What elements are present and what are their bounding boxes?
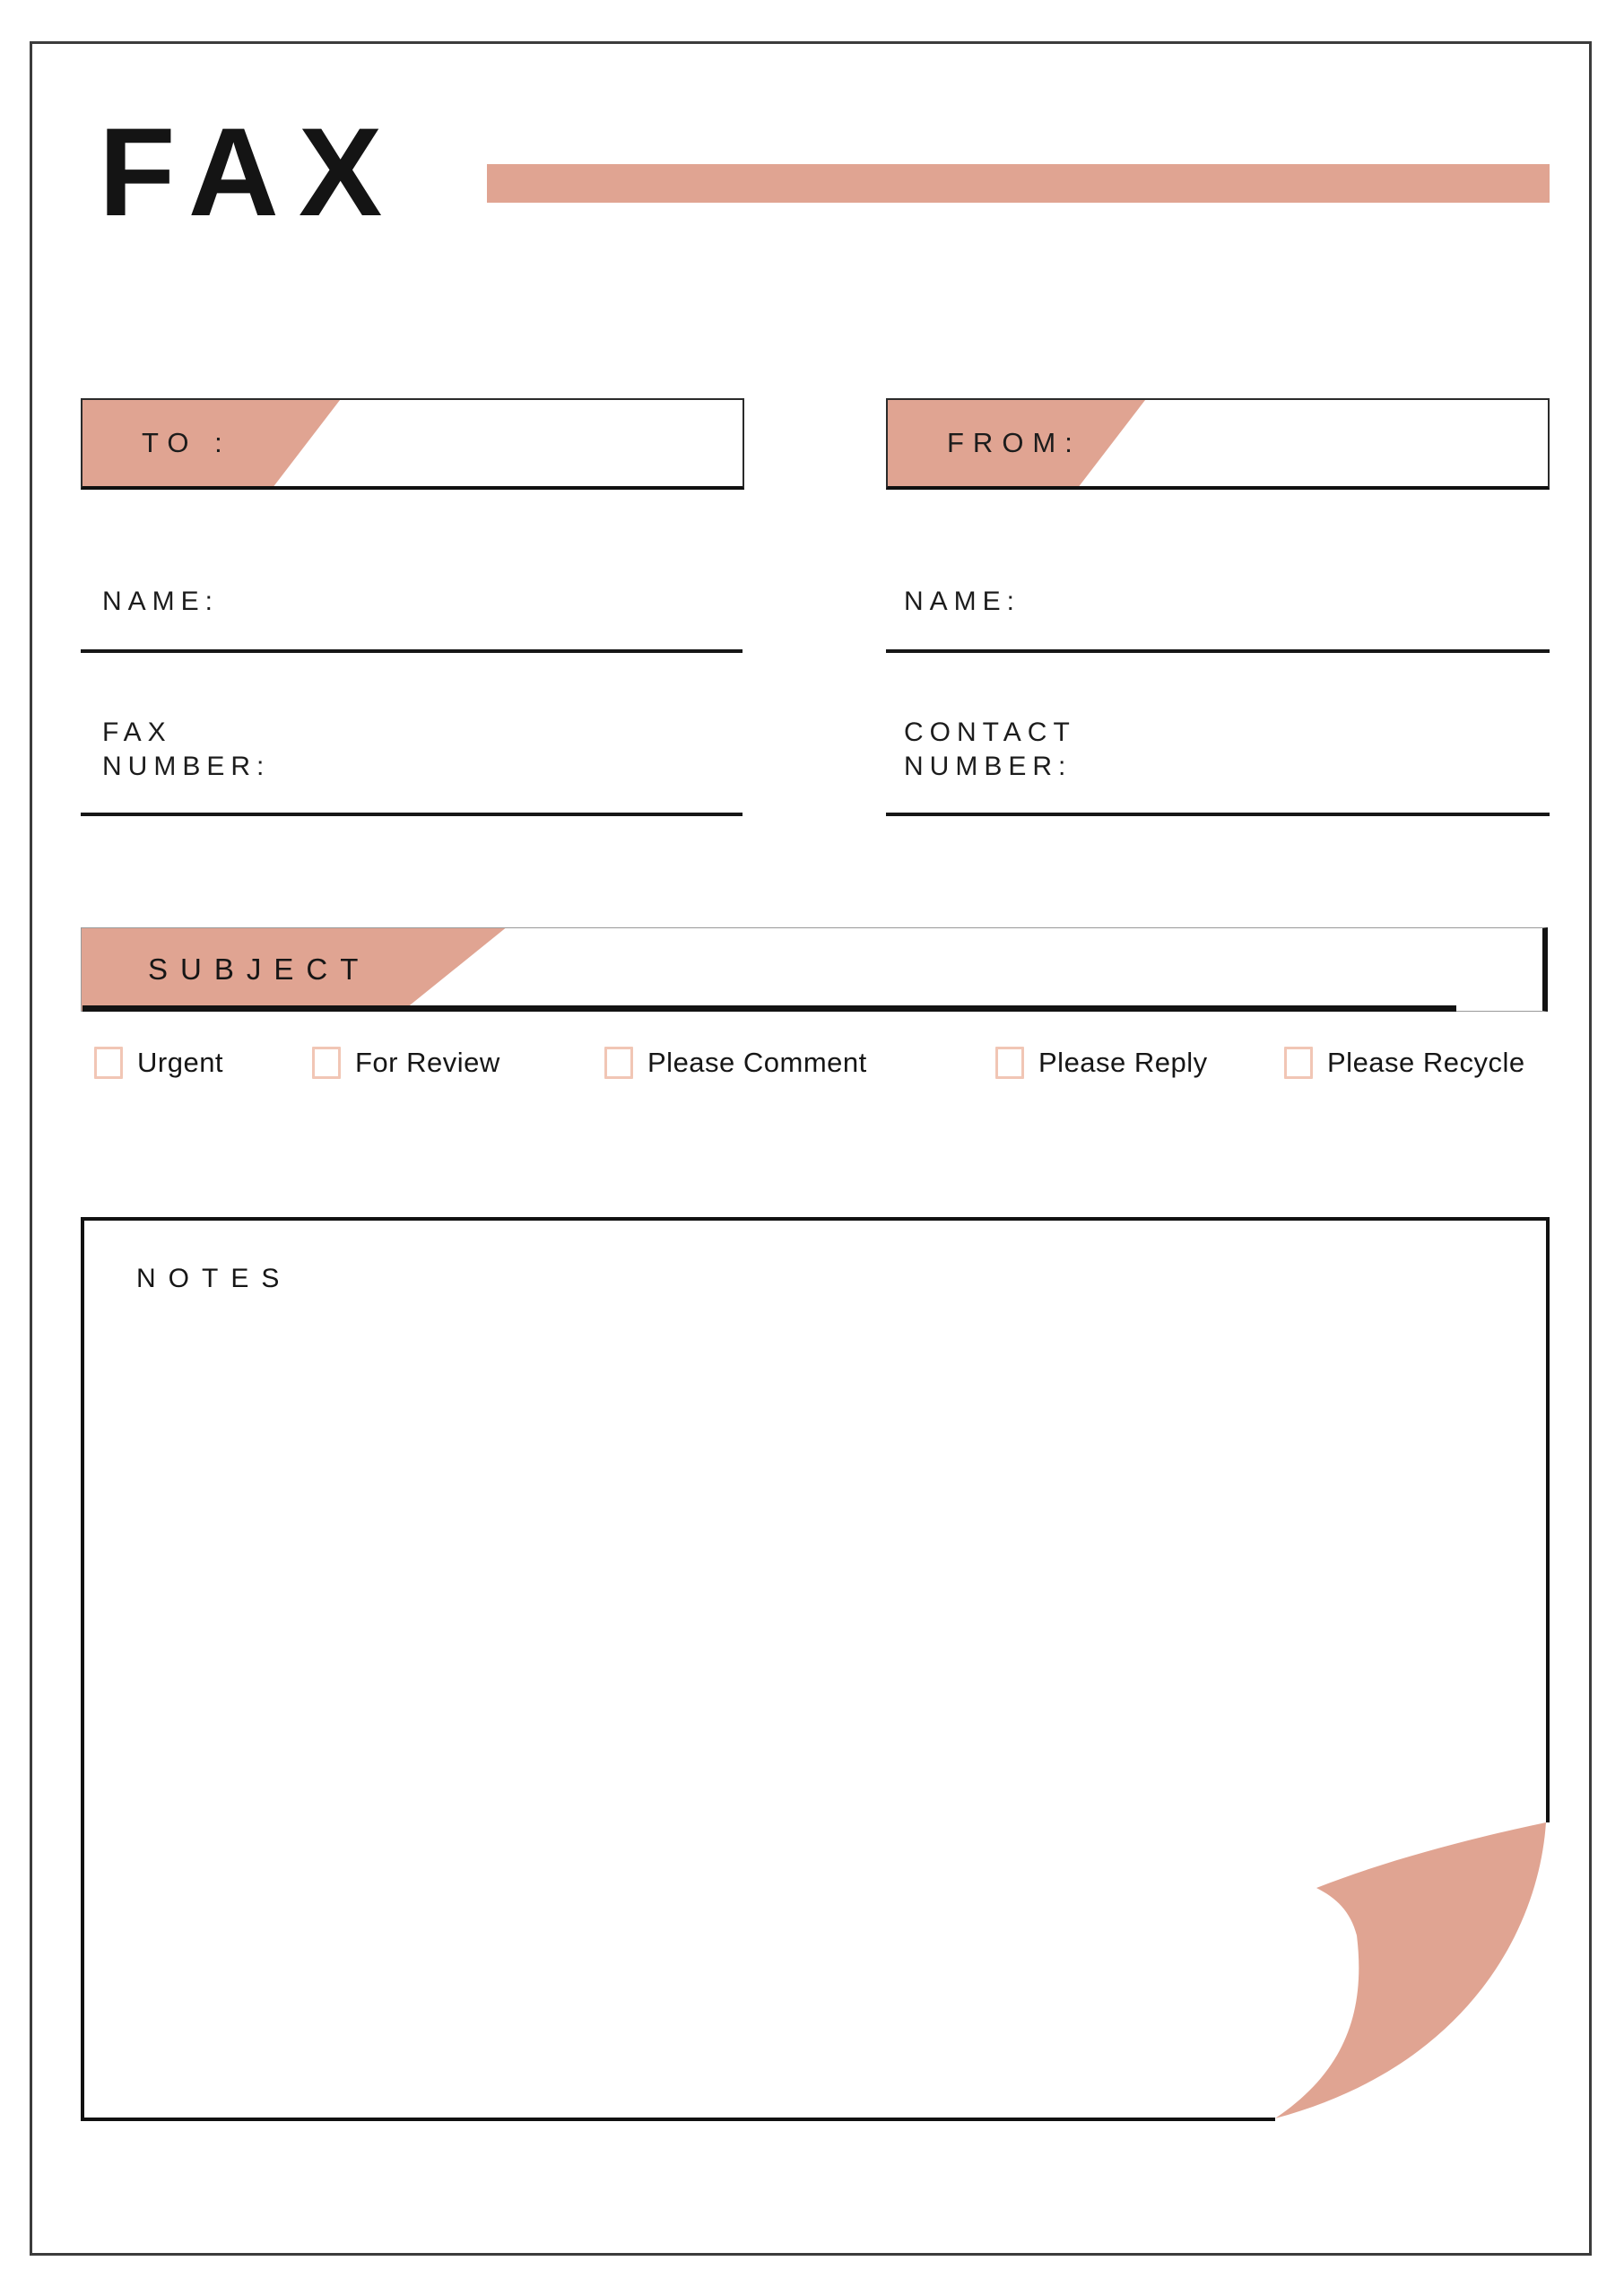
notes-border-top xyxy=(81,1217,1550,1221)
please-comment-label: Please Comment xyxy=(647,1047,867,1078)
from-input-box[interactable] xyxy=(886,398,1550,490)
fax-number-label-line1: FAX xyxy=(102,718,172,747)
page-title: FAX xyxy=(99,101,403,242)
fax-number-field-line[interactable] xyxy=(81,813,743,816)
please-recycle-label: Please Recycle xyxy=(1327,1047,1525,1078)
for-review-label: For Review xyxy=(355,1047,500,1078)
from-label: FROM: xyxy=(947,427,1081,458)
notes-label: NOTES xyxy=(136,1264,292,1293)
checkbox-item-please-comment xyxy=(604,1043,867,1083)
title-accent-bar xyxy=(487,164,1550,203)
checkbox-row xyxy=(0,1043,1624,1083)
from-name-field-line[interactable] xyxy=(886,649,1550,653)
please-reply-checkbox[interactable] xyxy=(995,1047,1024,1079)
contact-number-label xyxy=(904,716,1076,784)
subject-input-box[interactable] xyxy=(81,927,1548,1012)
urgent-label: Urgent xyxy=(137,1047,224,1078)
subject-underline xyxy=(83,1005,1456,1012)
checkbox-item-urgent xyxy=(94,1043,223,1083)
urgent-checkbox[interactable] xyxy=(94,1047,123,1079)
please-recycle-checkbox[interactable] xyxy=(1284,1047,1313,1079)
contact-number-label-line1: CONTACT xyxy=(904,718,1076,747)
to-name-field-line[interactable] xyxy=(81,649,743,653)
to-label: TO : xyxy=(142,427,231,458)
please-reply-label: Please Reply xyxy=(1038,1047,1208,1078)
from-name-label: NAME: xyxy=(904,587,1021,616)
checkbox-item-for-review xyxy=(312,1043,500,1083)
notes-border-right xyxy=(1546,1217,1550,1822)
notes-border-bottom xyxy=(81,2118,1275,2121)
contact-number-label-line2: NUMBER: xyxy=(904,752,1073,781)
contact-number-field-line[interactable] xyxy=(886,813,1550,816)
to-input-box[interactable] xyxy=(81,398,744,490)
to-name-label: NAME: xyxy=(102,587,220,616)
checkbox-item-please-reply xyxy=(995,1043,1208,1083)
subject-label: SUBJECT xyxy=(148,952,371,986)
page-curl-icon xyxy=(1255,1803,1551,2122)
fax-number-label xyxy=(102,716,270,784)
notes-border-left xyxy=(81,1217,84,2121)
checkbox-item-please-recycle xyxy=(1284,1043,1525,1083)
for-review-checkbox[interactable] xyxy=(312,1047,341,1079)
fax-number-label-line2: NUMBER: xyxy=(102,752,271,781)
please-comment-checkbox[interactable] xyxy=(604,1047,633,1079)
